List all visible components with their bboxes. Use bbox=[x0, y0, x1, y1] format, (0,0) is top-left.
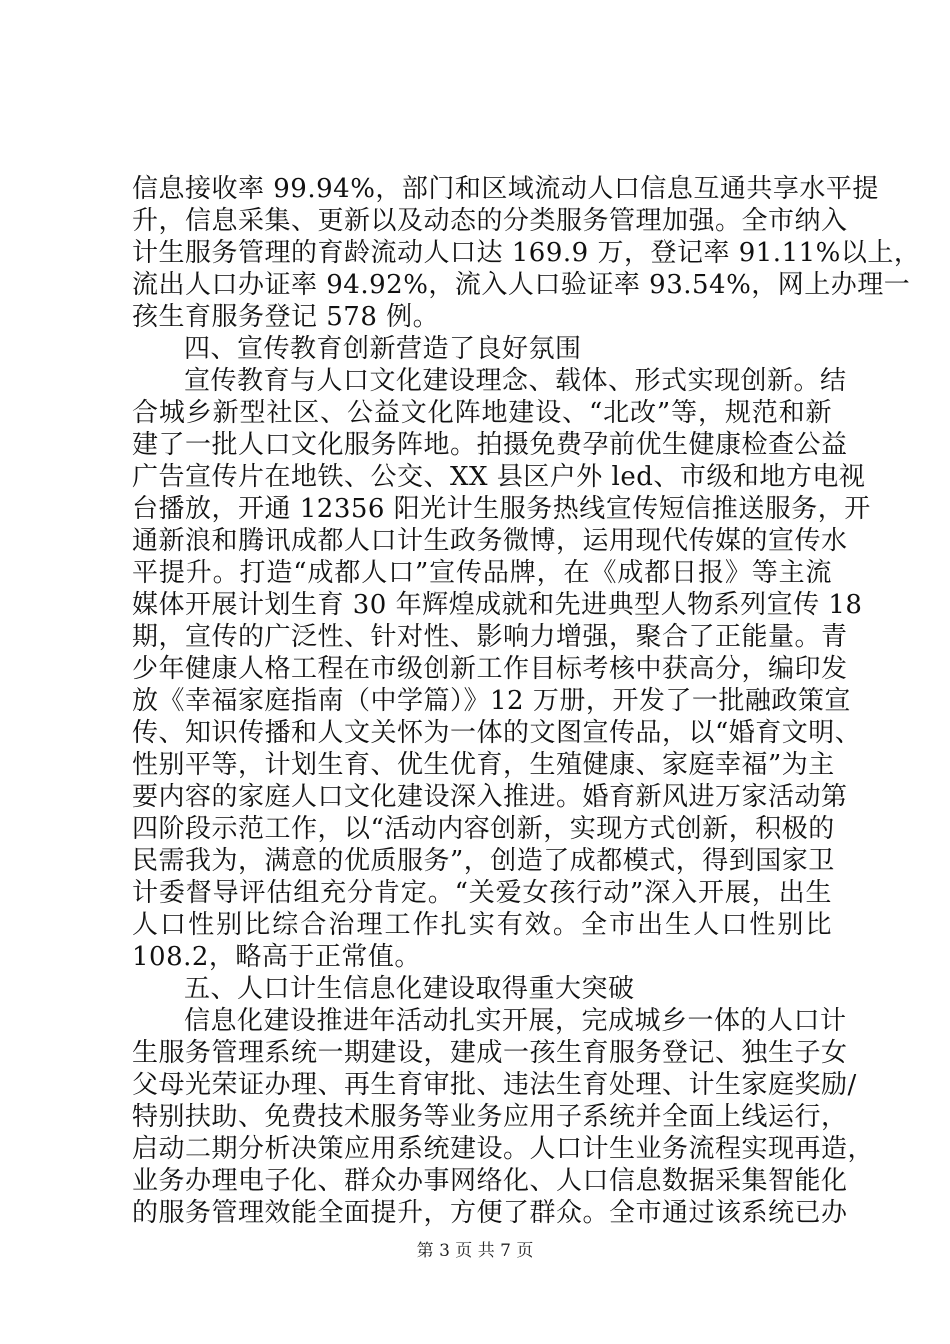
body-line: 少年健康人格工程在市级创新工作目标考核中获高分，编印发 bbox=[132, 654, 848, 684]
body-line: 传、知识传播和人文关怀为一体的文图宣传品，以“婚育文明、 bbox=[132, 718, 862, 748]
body-line: 启动二期分析决策应用系统建设。人口计生业务流程实现再造， bbox=[132, 1134, 875, 1164]
body-line: 计委督导评估组充分肯定。“关爱女孩行动”深入开展，出生 bbox=[132, 878, 832, 908]
body-line: 通新浪和腾讯成都人口计生政务微博，运用现代传媒的宣传水 bbox=[132, 526, 848, 556]
section-heading: 五、人口计生信息化建设取得重大突破 bbox=[184, 974, 635, 1004]
body-line: 四阶段示范工作，以“活动内容创新，实现方式创新，积极的 bbox=[132, 814, 835, 844]
body-line: 台播放，开通 12356 阳光计生服务热线宣传短信推送服务，开 bbox=[132, 494, 871, 524]
body-line: 期，宣传的广泛性、针对性、影响力增强，聚合了正能量。青 bbox=[132, 622, 848, 652]
body-line: 信息化建设推进年活动扎实开展，完成城乡一体的人口计 bbox=[184, 1006, 847, 1036]
body-line: 民需我为，满意的优质服务”，创造了成都模式，得到国家卫 bbox=[132, 846, 835, 876]
body-line: 要内容的家庭人口文化建设深入推进。婚育新风进万家活动第 bbox=[132, 782, 848, 812]
body-line: 宣传教育与人口文化建设理念、载体、形式实现创新。结 bbox=[184, 366, 847, 396]
body-line: 媒体开展计划生育 30 年辉煌成就和先进典型人物系列宣传 18 bbox=[132, 590, 863, 620]
body-line: 合城乡新型社区、公益文化阵地建设、“北改”等，规范和新 bbox=[132, 398, 832, 428]
body-line: 信息接收率 99.94%，部门和区域流动人口信息互通共享水平提 bbox=[132, 174, 879, 204]
body-line: 升，信息采集、更新以及动态的分类服务管理加强。全市纳入 bbox=[132, 206, 848, 236]
body-line: 父母光荣证办理、再生育审批、违法生育处理、计生家庭奖励/ bbox=[132, 1070, 857, 1100]
page-footer: 第 3 页 共 7 页 bbox=[416, 1241, 534, 1261]
body-line: 流出人口办证率 94.92%，流入人口验证率 93.54%，网上办理一 bbox=[132, 270, 911, 300]
body-line: 平提升。打造“成都人口”宣传品牌，在《成都日报》等主流 bbox=[132, 558, 832, 588]
body-line: 特别扶助、免费技术服务等业务应用子系统并全面上线运行， bbox=[132, 1102, 848, 1132]
section-heading: 四、宣传教育创新营造了良好氛围 bbox=[184, 334, 582, 364]
body-line: 孩生育服务登记 578 例。 bbox=[132, 302, 440, 332]
body-line: 业务办理电子化、群众办事网络化、人口信息数据采集智能化 bbox=[132, 1166, 848, 1196]
body-line: 计生服务管理的育龄流动人口达 169.9 万，登记率 91.11%以上， bbox=[132, 238, 921, 268]
body-line: 生服务管理系统一期建设，建成一孩生育服务登记、独生子女 bbox=[132, 1038, 848, 1068]
body-line: 建了一批人口文化服务阵地。拍摄免费孕前优生健康检查公益 bbox=[132, 430, 848, 460]
body-line: 的服务管理效能全面提升，方便了群众。全市通过该系统已办 bbox=[132, 1198, 848, 1228]
body-line: 108.2，略高于正常值。 bbox=[132, 942, 421, 972]
body-line: 广告宣传片在地铁、公交、XX 县区户外 led、市级和地方电视 bbox=[132, 462, 866, 492]
body-line: 人口性别比综合治理工作扎实有效。全市出生人口性别比 bbox=[132, 910, 832, 940]
body-line: 性别平等，计划生育、优生优育，生殖健康、家庭幸福”为主 bbox=[132, 750, 835, 780]
body-line: 放《幸福家庭指南（中学篇）》12 万册，开发了一批融政策宣 bbox=[132, 686, 851, 716]
